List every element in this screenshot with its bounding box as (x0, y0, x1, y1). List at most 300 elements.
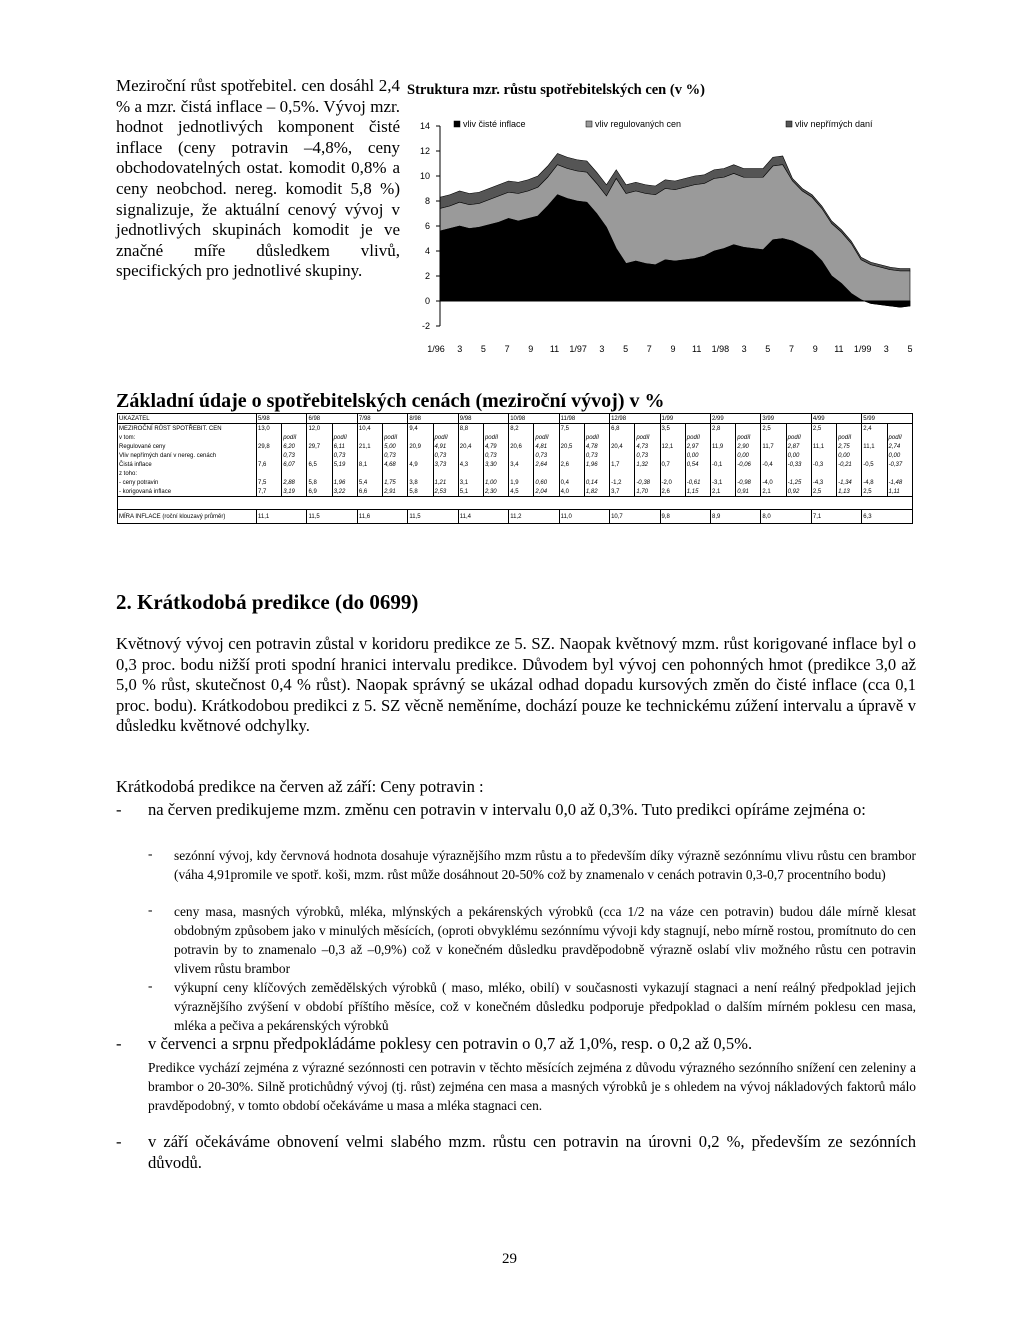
cell-value (610, 469, 635, 478)
cell-share: 1,00 (483, 478, 508, 487)
cell-share (685, 424, 710, 434)
cell-share: 2,04 (534, 487, 559, 497)
cell-value: 2,5 (761, 424, 786, 434)
cell-share: podíl (786, 433, 811, 442)
cell-share: 1,11 (887, 487, 912, 497)
cell-value (408, 469, 433, 478)
bullet-july-august-detail: Predikce vychází zejména z výrazné sezónnosti cen potravin v těchto měsících zejména z důvodu výrazného sezónního snížení cen zeleniny a brambor o 20-30%. Silně protichůdný vývoj (tj. růst) zejména cen masa a masných výrobků je s ohledem na vývoj nákladových faktorů málo pravděpodobný, v tomto období očekáváme u masa a mléka stagnaci cen. (148, 1060, 916, 1113)
cell-value: 2,4 (862, 424, 887, 434)
cell-value: 2,5 (811, 424, 836, 434)
cell-value (761, 451, 786, 460)
cell-share: 3,30 (483, 460, 508, 469)
cell-value: -1,2 (610, 478, 635, 487)
y-tick-label: 8 (424, 196, 430, 206)
y-tick-label: 12 (419, 146, 430, 156)
x-tick-label: 1/96 (427, 344, 445, 354)
cell-value (862, 433, 887, 442)
cell-share: 1,82 (584, 487, 609, 497)
y-tick-label: 4 (424, 246, 430, 256)
cell-value: 7,7 (257, 487, 282, 497)
cell-value: -0,5 (862, 460, 887, 469)
row-label: - ceny potravin (118, 478, 257, 487)
month-header: 4/99 (811, 414, 861, 424)
cell-value: 8,1 (357, 460, 382, 469)
cell-share: 1,70 (635, 487, 660, 497)
cell-value: 3,4 (509, 460, 534, 469)
cell-share: 4,79 (483, 442, 508, 451)
cell-value (811, 469, 836, 478)
cell-share (282, 469, 307, 478)
cell-value: 20,6 (509, 442, 534, 451)
row-mira (118, 510, 913, 524)
legend-swatch (454, 121, 460, 127)
page-number: 29 (502, 1251, 517, 1267)
cell-share: 0,92 (786, 487, 811, 497)
cell-value: 8,9 (710, 510, 760, 524)
cell-value (509, 433, 534, 442)
spacer-cell (118, 497, 913, 510)
cell-share: 0,73 (282, 451, 307, 460)
row-label: Regulované ceny (118, 442, 257, 451)
cell-share: podíl (282, 433, 307, 442)
row-label: - korigovaná inflace (118, 487, 257, 497)
cell-share: 3,73 (433, 460, 458, 469)
x-tick-label: 1/97 (569, 344, 587, 354)
row-label: v tom: (118, 433, 257, 442)
cell-value: 12,0 (307, 424, 332, 434)
y-tick-label: 10 (419, 171, 430, 181)
cell-value: 6,8 (610, 424, 635, 434)
cell-share (433, 424, 458, 434)
y-tick-label: 6 (424, 221, 430, 231)
cell-value: 8,0 (761, 510, 811, 524)
cell-share: podíl (584, 433, 609, 442)
bullet-september: v září očekáváme obnovení velmi slabého mzm. růstu cen potravin na úrovni 0,2 %, především ze sezónních důvodů. (148, 1132, 916, 1172)
cell-share (736, 469, 761, 478)
x-tick-label: 5 (765, 344, 771, 354)
cell-share: 1,32 (635, 460, 660, 469)
cell-value: 6,6 (357, 487, 382, 497)
cell-value (761, 469, 786, 478)
row-potraviny (118, 478, 913, 487)
cell-value: -4,0 (761, 478, 786, 487)
cell-share: 2,30 (483, 487, 508, 497)
cell-share: 2,87 (786, 442, 811, 451)
cell-value: -0,4 (761, 460, 786, 469)
row-spacer (118, 497, 913, 510)
cell-value: 0,4 (559, 478, 584, 487)
cell-share: -1,34 (837, 478, 862, 487)
cell-value: 8,8 (458, 424, 483, 434)
legend-label: vliv čisté inflace (463, 119, 526, 129)
cell-value: 5,1 (458, 487, 483, 497)
legend-swatch (786, 121, 792, 127)
row-vtom (118, 433, 913, 442)
x-tick-label: 3 (741, 344, 747, 354)
cell-value: 11,5 (408, 510, 458, 524)
cell-value: 11,7 (761, 442, 786, 451)
row-mezirocni (118, 424, 913, 434)
cell-value (257, 469, 282, 478)
cell-share: 0,73 (635, 451, 660, 460)
cell-share: 4,78 (584, 442, 609, 451)
cell-value (660, 451, 685, 460)
cell-value: 2,1 (761, 487, 786, 497)
row-regulovane (118, 442, 913, 451)
cell-share: podíl (635, 433, 660, 442)
cell-share (786, 469, 811, 478)
cell-value: 7,5 (559, 424, 584, 434)
row-korigovana (118, 487, 913, 497)
cell-share: 0,73 (483, 451, 508, 460)
cell-value (307, 469, 332, 478)
x-tick-label: 9 (812, 344, 818, 354)
row-label: z toho: (118, 469, 257, 478)
month-header: 8/98 (408, 414, 458, 424)
x-tick-label: 5 (480, 344, 486, 354)
row-ztoho (118, 469, 913, 478)
cell-value: 13,0 (257, 424, 282, 434)
y-tick-label: -2 (421, 321, 430, 331)
cell-share: 1,96 (584, 460, 609, 469)
cell-value (811, 451, 836, 460)
sub-dash-1: - (148, 846, 153, 861)
month-header: 10/98 (509, 414, 559, 424)
cell-share (837, 469, 862, 478)
x-tick-label: 9 (528, 344, 534, 354)
cell-share: 0,00 (837, 451, 862, 460)
cell-share: 2,88 (282, 478, 307, 487)
cell-share: podíl (433, 433, 458, 442)
month-header: 3/99 (761, 414, 811, 424)
cell-share: 1,75 (383, 478, 408, 487)
legend-swatch (586, 121, 592, 127)
legend-label: vliv nepřímých daní (795, 119, 873, 129)
cell-share (635, 469, 660, 478)
cell-value: 7,5 (257, 478, 282, 487)
row-label: MEZIROČNÍ RŮST SPOTŘEBIT. CEN (118, 424, 257, 434)
row-cista (118, 460, 913, 469)
cell-share (685, 469, 710, 478)
cell-value: 2,6 (660, 487, 685, 497)
cell-share: podíl (383, 433, 408, 442)
cell-value: 4,5 (509, 487, 534, 497)
cell-value (710, 433, 735, 442)
month-header: 7/98 (357, 414, 407, 424)
cell-share (332, 424, 357, 434)
cell-share: 1,21 (433, 478, 458, 487)
cell-value: 5,8 (408, 487, 433, 497)
cell-value: 2,6 (559, 460, 584, 469)
cell-share: -0,37 (887, 460, 912, 469)
cell-value: 5,4 (357, 478, 382, 487)
cell-share: 0,73 (433, 451, 458, 460)
cell-value (408, 433, 433, 442)
bullet-dash-3: - (116, 1132, 122, 1151)
cell-value (509, 451, 534, 460)
x-tick-label: 11 (549, 344, 560, 354)
cell-value: -4,3 (811, 478, 836, 487)
cell-share (433, 469, 458, 478)
cell-share: -1,25 (786, 478, 811, 487)
x-tick-label: 5 (623, 344, 629, 354)
cell-value (307, 451, 332, 460)
cell-share: 2,53 (433, 487, 458, 497)
cell-share: 2,74 (887, 442, 912, 451)
x-tick-label: 1/99 (853, 344, 872, 354)
cell-value: 11,1 (862, 442, 887, 451)
cell-share: 5,19 (332, 460, 357, 469)
cell-value: 2,8 (710, 424, 735, 434)
x-tick-label: 3 (883, 344, 889, 354)
month-header: 5/98 (257, 414, 307, 424)
cell-value: 8,2 (509, 424, 534, 434)
month-header: 2/99 (710, 414, 760, 424)
cell-share: podíl (332, 433, 357, 442)
x-tick-label: 11 (692, 344, 702, 354)
cell-value: 11,0 (559, 510, 609, 524)
cell-value: 11,4 (458, 510, 508, 524)
cell-value (710, 469, 735, 478)
cell-value: 20,4 (610, 442, 635, 451)
x-tick-label: 7 (788, 344, 795, 354)
cell-value: -3,1 (710, 478, 735, 487)
cell-value: 11,1 (257, 510, 307, 524)
legend-label: vliv regulovaných cen (595, 119, 682, 129)
cell-value: 20,4 (458, 442, 483, 451)
cell-share: 2,97 (685, 442, 710, 451)
cell-value (559, 469, 584, 478)
cell-share: 0,73 (534, 451, 559, 460)
cell-share: podíl (887, 433, 912, 442)
data-table (117, 413, 913, 524)
y-tick-label: 0 (424, 296, 430, 306)
cell-share: -0,61 (685, 478, 710, 487)
cell-value (357, 433, 382, 442)
cell-share: podíl (483, 433, 508, 442)
cell-value (257, 433, 282, 442)
x-tick-label: 1/98 (711, 344, 730, 354)
cell-share: 6,20 (282, 442, 307, 451)
paragraph-food: Krátkodobá predikce na červen až září: Ceny potravin : (116, 777, 484, 796)
cell-value (761, 433, 786, 442)
cell-share: -0,21 (837, 460, 862, 469)
bullet-june: na červen predikujeme mzm. změnu cen potravin v intervalu 0,0 až 0,3%. Tuto predikci opíráme zejména o: (148, 800, 866, 819)
cell-share: 4,73 (635, 442, 660, 451)
cell-value: 5,8 (307, 478, 332, 487)
cell-value (458, 469, 483, 478)
cell-share: 0,00 (786, 451, 811, 460)
month-header: 1/99 (660, 414, 710, 424)
cell-share: 0,00 (736, 451, 761, 460)
cell-value: 11,2 (509, 510, 559, 524)
cell-value: -0,3 (811, 460, 836, 469)
cell-value: 6,5 (307, 460, 332, 469)
cell-value: 29,8 (257, 442, 282, 451)
cell-share: 0,14 (584, 478, 609, 487)
sub-bullet-meat: ceny masa, masných výrobků, mléka, mlýnských a pekárenských výrobků (cca 1/2 na váze cen potravin) budou dále mírně klesat obdobným způsobem jako v minulých měsících, (oproti obvyklému sezónnímu vývoji kdy stagnují, nebo mírně rostou, promítnuto do cen potravin by to znamenalo –0,3 až –0,9%) což v konečném důsledku pravděpodobně výrazně oslabí vliv možného růstu cen potravin vlivem růstu brambor (174, 904, 916, 976)
cell-value: 4,3 (458, 460, 483, 469)
cell-value: 1,7 (610, 460, 635, 469)
cell-value: 21,1 (357, 442, 382, 451)
cell-value: 9,8 (660, 510, 710, 524)
cell-value: 10,7 (610, 510, 660, 524)
table-title: Základní údaje o spotřebitelských cenách (meziroční vývoj) v % (116, 390, 665, 412)
cell-value: 3,1 (458, 478, 483, 487)
cell-share: 0,00 (887, 451, 912, 460)
cell-share (887, 424, 912, 434)
cell-share: 0,00 (685, 451, 710, 460)
cell-share: 4,68 (383, 460, 408, 469)
cell-share: -0,98 (736, 478, 761, 487)
cell-value (357, 451, 382, 460)
cell-share: -0,33 (786, 460, 811, 469)
section-heading: 2. Krátkodobá predikce (do 0699) (116, 590, 419, 614)
cell-share: 2,64 (534, 460, 559, 469)
month-header: 9/98 (458, 414, 508, 424)
cell-share (584, 424, 609, 434)
cell-value: 11,9 (710, 442, 735, 451)
cell-share: 0,73 (332, 451, 357, 460)
cell-value: 3,7 (610, 487, 635, 497)
cell-value (660, 469, 685, 478)
table-header-label: UKAZATEL (118, 414, 257, 424)
cell-value (559, 451, 584, 460)
cell-value (610, 451, 635, 460)
cell-share (282, 424, 307, 434)
cell-value: 4,0 (559, 487, 584, 497)
cell-value: 7,6 (257, 460, 282, 469)
cell-share (534, 469, 559, 478)
cell-value: 12,1 (660, 442, 685, 451)
cell-value (357, 469, 382, 478)
cell-share: 0,73 (383, 451, 408, 460)
cell-share (887, 469, 912, 478)
cell-share: 4,91 (433, 442, 458, 451)
cell-share: podíl (837, 433, 862, 442)
cell-share (483, 424, 508, 434)
cell-value: 6,3 (862, 510, 912, 524)
row-label: Čistá inflace (118, 460, 257, 469)
cell-share (635, 424, 660, 434)
x-tick-label: 11 (834, 344, 844, 354)
sub-bullet-seasonal: sezónní vývoj, kdy červnová hodnota dosahuje výraznějšího mzm růstu a to především díky výrazně sezónnímu vlivu růstu cen brambor (váha 4,91promile ve spotř. koši, mzm. růst může dosáhnout 20-50% což by znamenalo v cenách potravin 0,3-0,7 procentního bodu) (174, 848, 916, 882)
cell-share: podíl (736, 433, 761, 442)
x-tick-label: 9 (670, 344, 676, 354)
cell-value: 4,9 (408, 460, 433, 469)
paragraph-may: Květnový vývoj cen potravin zůstal v koridoru predikce ze 5. SZ. Naopak květnový mzm. růst korigované inflace byl o 0,3 proc. bodu nižší proti spodní hranici intervalu predikce. Důvodem byl vývoj cen pohonných hmot (predikce 3,0 až 5,0 % růst, skutečnost 0,4 % růst). Naopak správný se ukázal odhad dopadu kursových změn do čisté inflace (cca 0,1 proc. bodu). Krátkodobou predikci z 5. SZ věcně neměníme, dochází pouze ke technickému zúžení intervalu a úpravě v důsledku květnové odchylky. (116, 634, 916, 735)
cell-value: 6,9 (307, 487, 332, 497)
cell-share: podíl (685, 433, 710, 442)
cell-share (383, 469, 408, 478)
bullet-dash-2: - (116, 1034, 122, 1053)
cell-share (584, 469, 609, 478)
cell-value: 9,4 (408, 424, 433, 434)
row-vliv (118, 451, 913, 460)
x-tick-label: 7 (504, 344, 510, 354)
x-tick-label: 3 (457, 344, 463, 354)
cell-value: 29,7 (307, 442, 332, 451)
cell-value: 2,5 (811, 487, 836, 497)
sub-dash-2: - (148, 902, 153, 917)
row-label: Vliv nepřímých daní v nereg. cenách (118, 451, 257, 460)
month-header: 12/98 (610, 414, 660, 424)
intro-paragraph: Meziroční růst spotřebitel. cen dosáhl 2,4 % a mzr. čistá inflace – 0,5%. Vývoj mzr. hodnot jednotlivých komponent čisté inflace (ceny potravin –4,8%, ceny obchodovatelných ostat. komodit 0,8% a ceny neobchod. nereg. komodit 5,8 %) signalizuje, že aktuální cenový vývoj v jednotlivých skupinách komodit je ve značné míře důsledkem vlivů, specifických pro jednotlivé skupiny. (116, 76, 400, 281)
cell-value (408, 451, 433, 460)
cell-share: -0,38 (635, 478, 660, 487)
cell-value: 10,4 (357, 424, 382, 434)
cell-value: 11,1 (811, 442, 836, 451)
month-header: 5/99 (862, 414, 912, 424)
cell-share: 3,19 (282, 487, 307, 497)
month-header: 6/98 (307, 414, 357, 424)
cell-value (811, 433, 836, 442)
cell-value: -0,1 (710, 460, 735, 469)
cell-value (458, 433, 483, 442)
bullet-dash-1: - (116, 800, 122, 819)
cell-value (862, 451, 887, 460)
sub-bullet-purchase: výkupní ceny klíčových zemědělských výrobků ( maso, mléko, obilí) v současnosti vykazují stagnaci a není reálný předpoklad jejich výraznějšího zvýšení v období příštího měsíce, což v konečném důsledku podporuje předpoklad o dalším mírném poklesu cen masa, mléka a pečiva a pekárenských výrobků (174, 980, 916, 1033)
cell-value (710, 451, 735, 460)
cell-share: 5,00 (383, 442, 408, 451)
cell-share: 6,11 (332, 442, 357, 451)
cell-share (736, 424, 761, 434)
cell-value: 2,5 (862, 487, 887, 497)
cell-share: 0,54 (685, 460, 710, 469)
cell-value (257, 451, 282, 460)
cell-share (534, 424, 559, 434)
cell-value: 11,6 (357, 510, 407, 524)
sub-dash-3: - (148, 978, 153, 993)
cell-share: 0,91 (736, 487, 761, 497)
cell-share: -0,06 (736, 460, 761, 469)
cell-value (509, 469, 534, 478)
cell-value: 2,1 (710, 487, 735, 497)
cell-value: 20,9 (408, 442, 433, 451)
cell-value: 11,5 (307, 510, 357, 524)
bullet-july-august: v červenci a srpnu předpokládáme poklesy cen potravin o 0,7 až 1,0%, resp. o 0,2 až 0,5%. (148, 1034, 753, 1053)
cell-share (383, 424, 408, 434)
cell-value: 7,1 (811, 510, 861, 524)
cell-share: 2,75 (837, 442, 862, 451)
y-tick-label: 14 (419, 121, 430, 131)
cell-share: 1,96 (332, 478, 357, 487)
cell-share (483, 469, 508, 478)
cell-share: 0,60 (534, 478, 559, 487)
cell-share: podíl (534, 433, 559, 442)
cell-share: 1,13 (837, 487, 862, 497)
cell-share: 3,22 (332, 487, 357, 497)
cell-value: 0,7 (660, 460, 685, 469)
x-tick-label: 7 (646, 344, 652, 354)
cell-value: -4,8 (862, 478, 887, 487)
cell-value: 3,8 (408, 478, 433, 487)
cell-share (837, 424, 862, 434)
cell-value: 1,9 (509, 478, 534, 487)
cell-share: 2,91 (383, 487, 408, 497)
cell-share: 1,15 (685, 487, 710, 497)
x-tick-label: 5 (907, 344, 913, 354)
x-tick-label: 3 (599, 344, 605, 354)
chart-title: Struktura mzr. růstu spotřebitelských cen (v %) (407, 82, 705, 98)
cell-share (786, 424, 811, 434)
cell-value: 20,5 (559, 442, 584, 451)
cell-value (559, 433, 584, 442)
row-label: MÍRA INFLACE (roční klouzavý průměr) (118, 510, 257, 524)
cell-share: 4,81 (534, 442, 559, 451)
cell-value (458, 451, 483, 460)
cell-value (660, 433, 685, 442)
